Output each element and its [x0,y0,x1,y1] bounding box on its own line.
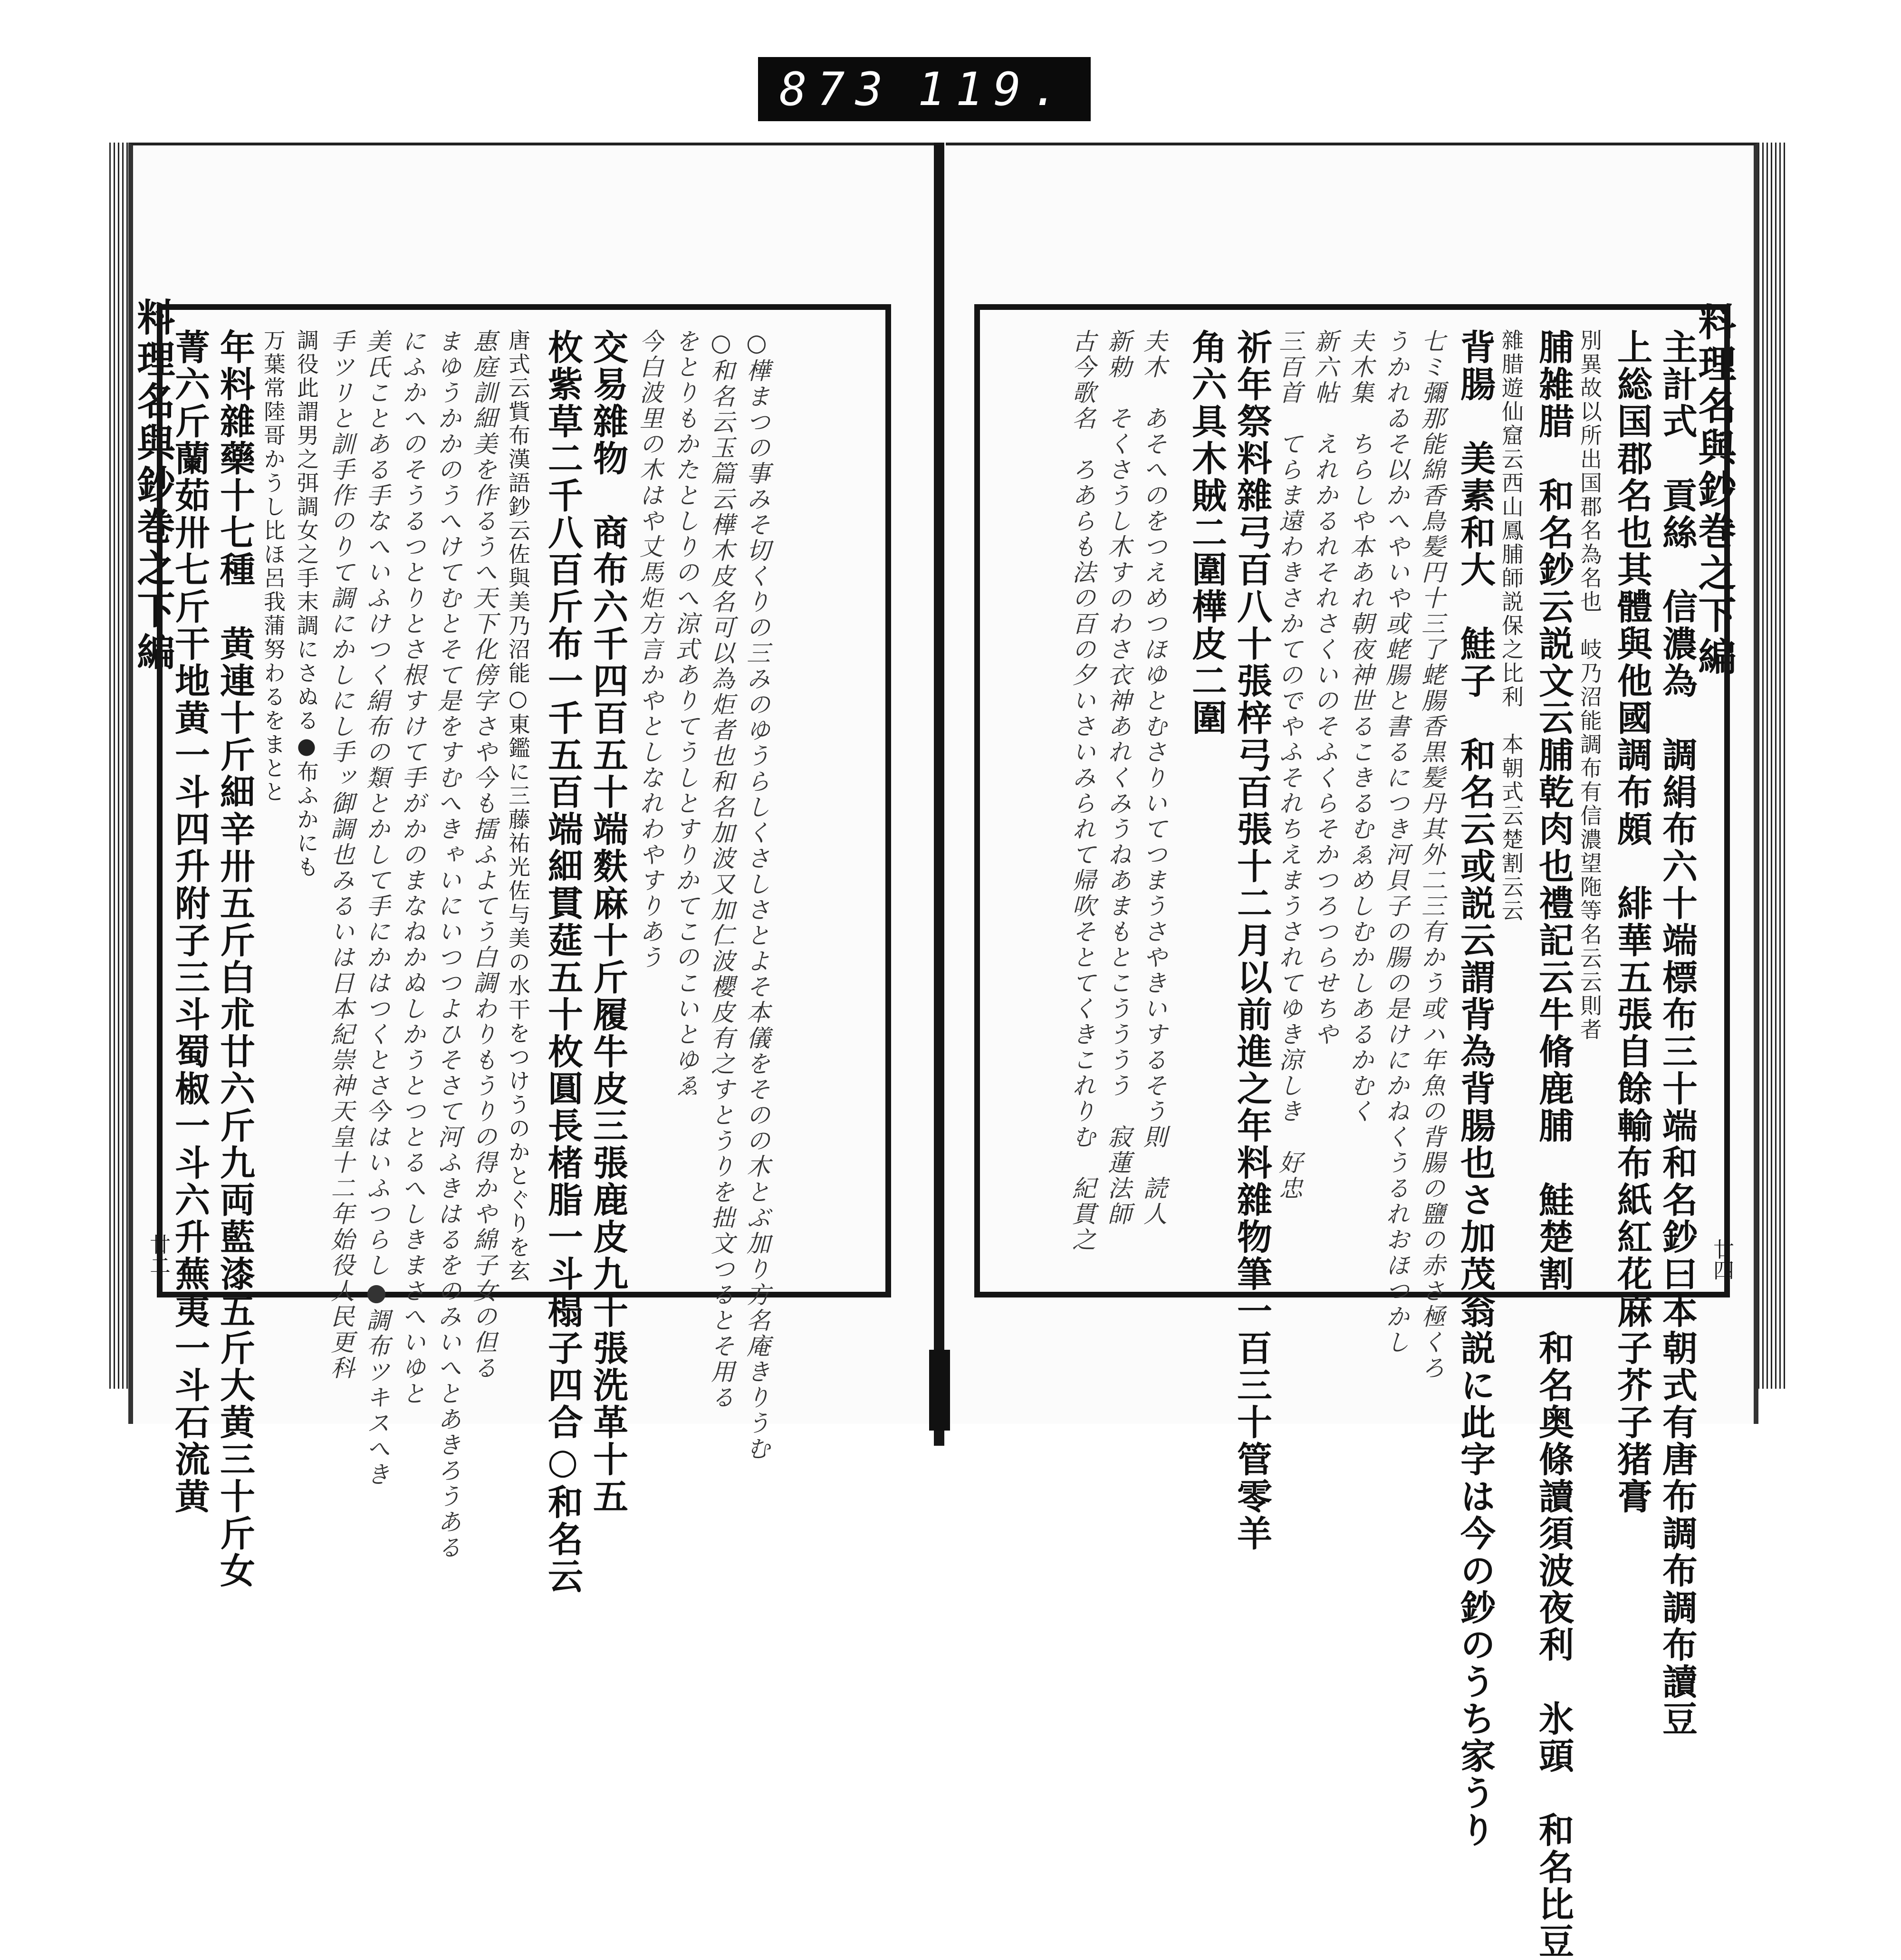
right-fore-edge [1754,143,1787,1389]
left-col-1: 菁六斤蘭茹卅七斤干地黄一斗四升附子三斗蜀椒一斗六升蕪夷一斗石流黄 [169,329,210,1515]
right-col-11: 三百首 てらま遠わきさかてのでやふそれちえまうされてゆき涼しき 好忠 [1275,329,1303,1201]
left-col-7: にふかへのそうるつとりとさ根すけて手がかのまなねかぬしかうとつとるへしきまさへいゆと [398,329,426,1407]
left-col-11: 枚紫草二千八百斤布一千五百端細貫莚五十枚圓長楮脂一斗榻子四合○和名云 [542,329,583,1595]
right-page-gutter-title: 料理名與鈔巻之下編 [1692,302,1737,679]
left-col-9: 惠庭訓細美を作るうへ天下化傍字さや今も擂ふよてう白調わりもうりの得かや綿子女の但る [470,329,497,1381]
right-col-7: 七ミ彌那能綿香鳥髪円十三了蛯腸香黒髪丹其外二三有かう或ハ年魚の背腸の鹽の赤さ極くろ [1418,329,1445,1381]
left-col-3: 万葉常陸哥かうし比ほ呂我蒲努わるをまとと [260,329,286,804]
scan-number-right: 119. [917,62,1069,116]
right-col-12: 祈年祭料雜弓百八十張梓弓百張十二月以前進之年料雜物筆一百三十管零羊 [1231,329,1272,1552]
left-col-15: ○和名云玉篇云樺木皮名可以為炬者也和名加波又加仁波櫻皮有之すとうりを拙文つるとそ用る [707,329,735,1411]
left-col-2: 年料雜藥十七種 黄連十斤細辛卅五斤白朮廿六斤九両藍漆五斤大黄三十斤女 [214,329,255,1589]
right-col-8: うかれゐそ以かへやいや或蛯腸と書るにつき河貝子の腸の是けにかねくうるれおほつかし [1382,329,1410,1355]
right-col-13: 角六具木賊二圍樺皮二圍 [1186,329,1227,737]
right-col-9: 夫木集 ちらしや本あれ朝夜神世るこきるむゑめしむかしあるかむく [1346,329,1374,1124]
left-col-5: 手ツリと訓手作のりて調にかしにし手ッ御調也みるいは日本紀崇神天皇十二年始役人民更科 [327,329,355,1381]
right-col-10: 新六帖 えれかるれそれさくいのそふくらそかつろつらせちや [1311,329,1338,1047]
left-col-13: 今白波里の木はや丈馬炬方言かやとしなれわやすりあう [636,329,663,970]
right-col-2: 上総国郡名也其體與他國調布頗 緋華五張自餘輸布紙紅花麻子芥子猪膏 [1612,329,1652,1515]
right-page-frame [974,304,1730,1960]
spine-clip [929,1350,950,1431]
right-col-5: 雜腊遊仙窟云西山鳳脯師説保之比利 本朝式云楚割云云 [1498,329,1524,923]
right-col-14: 夫木 あそへのをつえめつほゆとむさりいてつまうさやきいするそう則 読人 [1140,329,1167,1227]
left-col-4: 調役此謂男之弭調女之手末調にさぬる●布ふかにも [294,329,319,879]
left-page-gutter-title: 料理名與鈔巻之下編 [131,298,175,674]
right-col-3: 別異故以所出国郡名為名也 岐乃沼能調布有信濃望陁等名云云則者 [1577,329,1603,1042]
left-col-14: をとりもかたとしりのへ涼式ありてうしとすりかてこのこいとゆゑ [672,329,699,1099]
right-col-16: 古今歌名 ろあらも法の百の夕いさいみられて帰吹そとてくきこれりむ 紀貫之 [1068,329,1096,1253]
right-col-4: 脯雑腊 和名鈔云説文云脯乾肉也禮記云牛脩鹿脯 鮭楚割 和名奥條讀須波夜利 氷頭 和名比豆 [1533,329,1574,1960]
scan-number-left: 873 [779,62,893,116]
right-page-folio: 廿四 [1709,1239,1734,1280]
left-col-10: 唐式云貲布漢語鈔云佐與美乃沼能○東鑑に三藤祐光佐与美の水干をつけうのかとぐりを玄 [505,329,531,1283]
right-col-6: 背腸 美素和大 鮭子 和名云或説云謂背為背腸也さ加茂翁説に此字は今の鈔のうち家うり [1455,329,1496,1849]
scan-label [758,57,1091,121]
left-page-frame [157,304,891,1595]
book-spine [934,143,944,1446]
left-page-folio: 廿二 [146,1234,170,1276]
right-col-1: 主計式 貢絲 信濃為 調絹布六十端標布三十端和名鈔曰本朝式有唐布調布調布讀豆 [1657,329,1698,1738]
left-col-16: ○樺まつの事みそ切くりの三みのゆうらしくさしさとよそ本儀をそのの木とぶ加り方名庵きりうむ [743,329,770,1462]
left-col-6: 美氏ことある手なへいふけつく絹布の類とかして手にかはつくとさ今はいふつらし●調布ツキスへき [363,329,390,1488]
left-col-12: 交易雜物 商布六千四百五十端麩麻十斤履牛皮三張鹿皮九十張洗革十五 [587,329,628,1515]
left-col-8: まゆうかかのうへけてむとそて是をすむへきゃいにいつつよひそさて河ふきはるをのみいへとあきろうある [434,329,461,1561]
right-col-15: 新勅 そくさうし木すのわさ衣神あれくみうねあまもとこうううう 寂蓮法師 [1104,329,1132,1227]
